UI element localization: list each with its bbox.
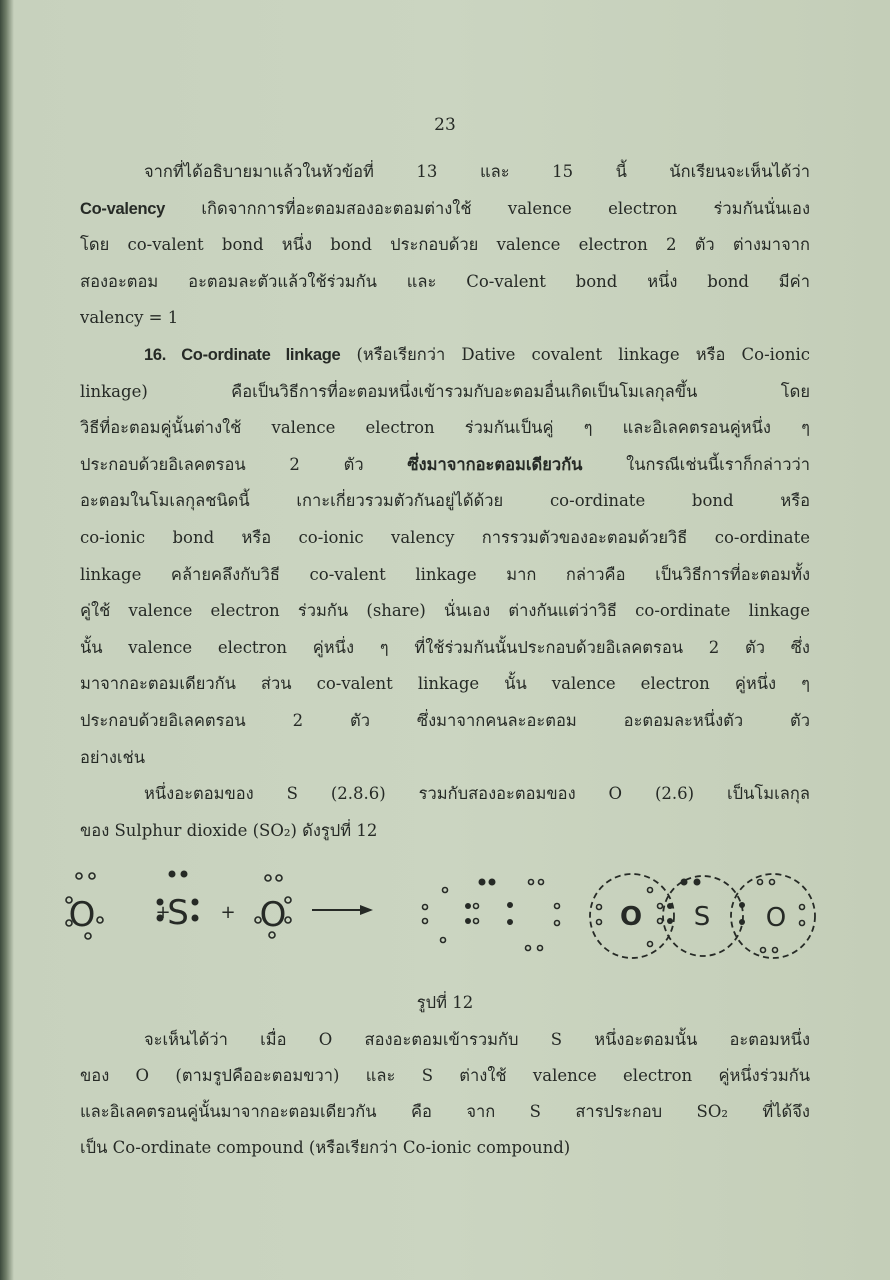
plus-sign: +	[220, 902, 236, 923]
text-line: นั้น valence electron คู่หนึ่ง ๆ ที่ใช้ร่วมกันนั้นประกอบด้วยอิเลคตรอน 2 ตัว ซึ่ง	[80, 637, 810, 657]
oxygen-symbol: O	[619, 902, 643, 932]
text-span: ประกอบด้วยอิเลคตรอน 2 ตัว	[80, 454, 408, 474]
text-span: (หรือเรียกว่า Dative covalent linkage หรือ Co-ionic	[340, 344, 810, 364]
plus-sign: +	[155, 902, 171, 923]
page-number: 23	[434, 115, 456, 135]
text-line: เป็น Co-ordinate compound (หรือเรียกว่า Co-ionic compound)	[80, 1138, 571, 1157]
text-line: อย่างเช่น	[80, 747, 146, 767]
text-line: และอิเลคตรอนคู่นั้นมาจากอะตอมเดียวกัน คือ จาก S สารประกอบ SO₂ ที่ได้จึง	[80, 1102, 810, 1121]
emphasis: ซึ่งมาจากอะตอมเดียวกัน	[407, 454, 583, 474]
text-line: valency = 1	[80, 308, 179, 328]
text-line: linkage คล้ายคลึงกับวิธี co-valent linkage มาก กล่าวคือ เป็นวิธีการที่อะตอมทั้ง	[80, 564, 810, 584]
text-line	[80, 337, 810, 374]
text-line: คู่ใช้ valence electron ร่วมกัน (share) นั่นเอง ต่างกันแต่ว่าวิธี co-ordinate linkage	[80, 601, 810, 621]
sulphur-symbol: S	[167, 893, 189, 933]
text-line: ของ Sulphur dioxide (SO₂) ดังรูปที่ 12	[80, 820, 378, 840]
sulphur-symbol: S	[693, 902, 711, 932]
so2-lewis-diagram	[60, 860, 840, 980]
text-line: มาจากอะตอมเดียวกัน ส่วน co-valent linkage นั้น valence electron คู่หนึ่ง ๆ	[80, 674, 810, 694]
oxygen-symbol: O	[259, 895, 287, 935]
oxygen-symbol: O	[68, 895, 96, 935]
text-line: จากที่ได้อธิบายมาแล้วในหัวข้อที่ 13 และ 15 นี้ นักเรียนจะเห็นได้ว่า	[144, 162, 810, 181]
text-line: สองอะตอม อะตอมละตัวแล้วใช้ร่วมกัน และ Co-valent bond หนึ่ง bond มีค่า	[80, 271, 810, 291]
figure-caption: รูปที่ 12	[416, 993, 474, 1012]
text-line: วิธีที่อะตอมคู่นั้นต่างใช้ valence electron ร่วมกันเป็นคู่ ๆ และอิเลคตรอนคู่หนึ่ง ๆ	[80, 418, 810, 438]
text-line: อะตอมในโมเลกุลชนิดนี้ เกาะเกี่ยวรวมตัวกันอยู่ได้ด้วย co-ordinate bond หรือ	[80, 491, 810, 511]
text-line	[80, 447, 810, 484]
term-covalency: Co-valency	[80, 199, 166, 218]
sulphur-electron-dots	[157, 871, 514, 926]
arrow-icon	[312, 905, 373, 915]
text-line	[80, 191, 810, 228]
text-line: จะเห็นได้ว่า เมื่อ O สองอะตอมเข้ารวมกับ S หนึ่งอะตอมนั้น อะตอมหนึ่ง	[144, 1030, 810, 1049]
text-line: co-ionic bond หรือ co-ionic valency การรวมตัวของอะตอมด้วยวิธี co-ordinate	[80, 527, 810, 547]
body-text	[80, 1022, 810, 1166]
text-line: โดย co-valent bond หนึ่ง bond ประกอบด้วย valence electron 2 ตัว ต่างมาจาก	[80, 235, 810, 255]
text-span: เกิดจากการที่อะตอมสองอะตอมต่างใช้ valence electron ร่วมกันนั่นเอง	[165, 198, 810, 218]
electron-dots	[66, 873, 560, 951]
section-heading: 16. Co-ordinate linkage	[144, 345, 341, 364]
body-text	[80, 154, 810, 849]
text-line: linkage) คือเป็นวิธีการที่อะตอมหนึ่งเข้ารวมกับอะตอมอื่นเกิดเป็นโมเลกุลขึ้น โดย	[80, 381, 810, 401]
text-line: ของ O (ตามรูปคืออะตอมขวา) และ S ต่างใช้ valence electron คู่หนึ่งร่วมกัน	[80, 1066, 810, 1085]
text-span: ในกรณีเช่นนี้เราก็กล่าวว่า	[582, 454, 810, 474]
oxygen-symbol: O	[765, 903, 787, 933]
text-line: ประกอบด้วยอิเลคตรอน 2 ตัว ซึ่งมาจากคนละอะตอม อะตอมละหนึ่งตัว ตัว	[80, 710, 810, 730]
text-line: หนึ่งอะตอมของ S (2.8.6) รวมกับสองอะตอมของ O (2.6) เป็นโมเลกุล	[144, 784, 810, 804]
